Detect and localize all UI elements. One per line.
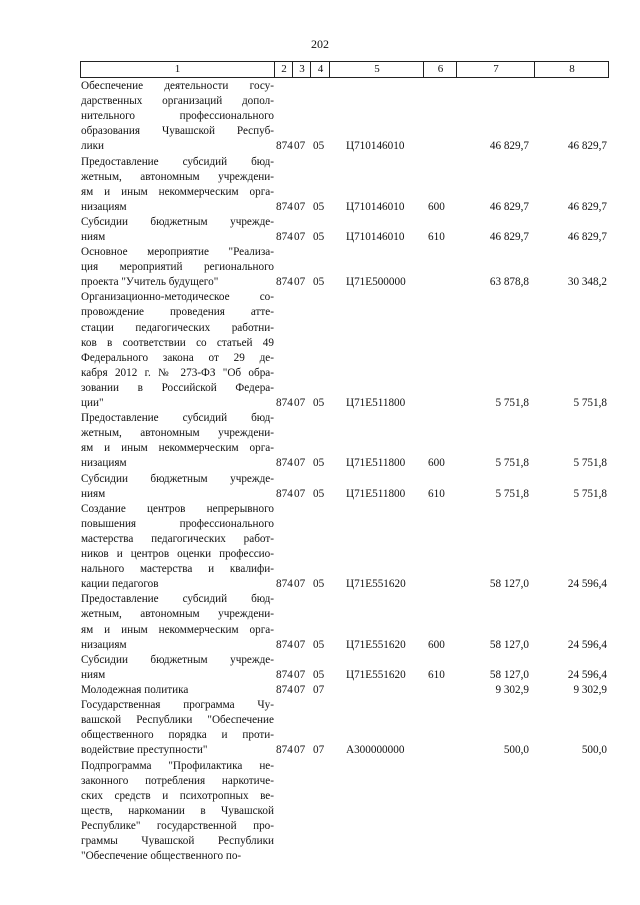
cell-c5: Ц71Е511800 <box>346 397 406 410</box>
description-line: кации педагогов <box>81 578 159 591</box>
cell-c7: 46 829,7 <box>489 200 529 213</box>
description-line: граммы Чувашской Республики <box>81 834 274 847</box>
description-line: Молодежная политика <box>81 684 189 696</box>
description-line: Субсидии бюджетным учрежде- <box>81 215 274 228</box>
header-col-1: 1 <box>174 63 181 75</box>
cell-c8: 30 348,2 <box>567 276 607 289</box>
cell-c2: 874 <box>276 487 293 500</box>
cell-c7: 5 751,8 <box>495 397 529 410</box>
cell-c5: Ц71Е500000 <box>346 276 406 289</box>
cell-c4: 05 <box>313 230 325 243</box>
row-description <box>81 502 274 593</box>
cell-c2: 874 <box>276 457 293 470</box>
cell-c2: 874 <box>276 578 293 591</box>
cell-c4: 07 <box>313 744 325 757</box>
cell-c8: 46 829,7 <box>567 200 607 213</box>
description-line: Субсидии бюджетным учрежде- <box>81 653 274 666</box>
description-line: жетным, автономным учреждени- <box>81 170 274 183</box>
cell-c5: Ц71Е511800 <box>346 487 406 500</box>
description-line: нительного профессионального <box>81 110 274 123</box>
description-line: ских средств и психотропных ве- <box>81 789 274 802</box>
cell-c7: 63 878,8 <box>489 276 529 289</box>
cell-c3: 07 <box>294 276 306 289</box>
cell-c8: 24 596,4 <box>567 668 607 681</box>
cell-c7: 58 127,0 <box>489 638 529 651</box>
description-line: законного потребления наркотиче- <box>81 774 274 787</box>
description-line: Предоставление субсидий бюд- <box>81 155 274 168</box>
cell-c8: 9 302,9 <box>573 684 607 696</box>
description-line: повышения профессионального <box>81 517 274 530</box>
cell-c8: 46 829,7 <box>567 230 607 243</box>
cell-c4: 05 <box>313 578 325 591</box>
description-line: ция мероприятий регионального <box>81 261 274 274</box>
description-line: ков в соответствии со статьей 49 <box>81 336 274 349</box>
cell-c3: 07 <box>294 230 306 243</box>
header-col-7: 7 <box>456 62 535 77</box>
description-line: Федерального закона от 29 де- <box>81 351 274 364</box>
cell-c8: 24 596,4 <box>567 638 607 651</box>
cell-c5: Ц71Е551620 <box>346 578 406 591</box>
description-line: вашской Республики "Обеспечение <box>81 714 274 727</box>
row-description <box>81 79 274 154</box>
cell-c7: 5 751,8 <box>495 487 529 500</box>
header-col-4: 4 <box>310 62 330 77</box>
description-line: ниям <box>81 668 106 681</box>
row-description <box>81 245 274 290</box>
cell-c3: 07 <box>294 684 306 696</box>
cell-c7: 46 829,7 <box>489 230 529 243</box>
cell-c2: 874 <box>276 276 293 289</box>
cell-c8: 46 829,7 <box>567 140 607 153</box>
cell-c7: 5 751,8 <box>495 457 529 470</box>
cell-c5: Ц710146010 <box>346 200 405 213</box>
cell-c7: 58 127,0 <box>489 668 529 681</box>
header-col-5: 5 <box>329 62 424 77</box>
description-line: общественного порядка и проти- <box>81 729 274 742</box>
description-line: ществ, наркомании в Чувашской <box>81 804 274 817</box>
description-line: ям и иным некоммерческим орга- <box>81 442 274 455</box>
description-line: зовании в Российской Федера- <box>81 381 274 394</box>
cell-c8: 24 596,4 <box>567 578 607 591</box>
cell-c3: 07 <box>294 638 306 651</box>
cell-c7: 58 127,0 <box>489 578 529 591</box>
cell-c3: 07 <box>294 744 306 757</box>
cell-c3: 07 <box>294 140 306 153</box>
description-line: Предоставление субсидий бюд- <box>81 593 274 606</box>
table-header <box>80 61 609 78</box>
cell-c4: 05 <box>313 200 325 213</box>
cell-c4: 07 <box>313 684 325 696</box>
description-line: водействие преступности" <box>81 744 208 757</box>
description-line: стации педагогических работни- <box>81 321 274 334</box>
description-line: низациям <box>81 638 127 651</box>
cell-c6: 600 <box>428 200 445 213</box>
cell-c4: 05 <box>313 457 325 470</box>
header-col-3: 3 <box>292 62 311 77</box>
cell-c8: 5 751,8 <box>573 397 607 410</box>
cell-c6: 610 <box>428 230 445 243</box>
cell-c5: Ц71Е551620 <box>346 668 406 681</box>
description-line: Субсидии бюджетным учрежде- <box>81 472 274 485</box>
cell-c5: А300000000 <box>346 744 405 757</box>
cell-c3: 07 <box>294 397 306 410</box>
description-line: проекта "Учитель будущего" <box>81 276 219 289</box>
cell-c3: 07 <box>294 578 306 591</box>
description-line: ям и иным некоммерческим орга- <box>81 185 274 198</box>
description-line: мастерства педагогических работ- <box>81 532 274 545</box>
description-line: жетным, автономным учреждени- <box>81 427 274 440</box>
description-line: ции" <box>81 397 104 410</box>
description-line: дарственных организаций допол- <box>81 95 274 108</box>
cell-c7: 46 829,7 <box>489 140 529 153</box>
description-line: ниям <box>81 487 106 500</box>
description-line: Организационно-методическое со- <box>81 291 274 304</box>
row-description <box>81 472 274 502</box>
description-line: кабря 2012 г. № 273-ФЗ "Об обра- <box>81 366 274 379</box>
cell-c3: 07 <box>294 200 306 213</box>
row-description <box>81 759 274 865</box>
description-line: Обеспечение деятельности госу- <box>81 80 274 92</box>
cell-c5: Ц71Е511800 <box>346 457 406 470</box>
header-col-2: 2 <box>274 62 293 77</box>
cell-c8: 5 751,8 <box>573 487 607 500</box>
cell-c5: Ц710146010 <box>346 140 405 153</box>
description-line: образования Чувашской Респуб- <box>81 125 274 138</box>
cell-c7: 500,0 <box>503 744 529 757</box>
description-line: Подпрограмма "Профилактика не- <box>81 759 274 772</box>
cell-c6: 610 <box>428 668 445 681</box>
cell-c4: 05 <box>313 140 325 153</box>
cell-c6: 610 <box>428 487 445 500</box>
row-description <box>81 683 274 698</box>
description-line: низациям <box>81 457 127 470</box>
cell-c4: 05 <box>313 276 325 289</box>
cell-c2: 874 <box>276 684 293 696</box>
cell-c8: 500,0 <box>581 744 607 757</box>
cell-c4: 05 <box>313 638 325 651</box>
row-description <box>81 592 274 652</box>
cell-c2: 874 <box>276 744 293 757</box>
header-col-6: 6 <box>423 62 457 77</box>
row-description <box>81 290 274 411</box>
description-line: Основное мероприятие "Реализа- <box>81 246 274 259</box>
cell-c5: Ц71Е551620 <box>346 638 406 651</box>
row-description <box>81 215 274 245</box>
cell-c4: 05 <box>313 397 325 410</box>
cell-c4: 05 <box>313 668 325 681</box>
page-number: 202 <box>311 37 329 51</box>
row-description <box>81 155 274 215</box>
cell-c2: 874 <box>276 638 293 651</box>
description-line: "Обеспечение общественного по- <box>81 850 242 863</box>
cell-c2: 874 <box>276 230 293 243</box>
row-description <box>81 653 274 683</box>
row-description <box>81 411 274 471</box>
cell-c6: 600 <box>428 457 445 470</box>
cell-c8: 5 751,8 <box>573 457 607 470</box>
cell-c6: 600 <box>428 638 445 651</box>
description-line: низациям <box>81 200 127 213</box>
description-line: жетным, автономным учреждени- <box>81 608 274 621</box>
description-line: Государственная программа Чу- <box>81 699 274 712</box>
cell-c3: 07 <box>294 487 306 500</box>
cell-c7: 9 302,9 <box>495 684 529 696</box>
cell-c2: 874 <box>276 397 293 410</box>
description-line: ниям <box>81 230 106 243</box>
description-line: Создание центров непрерывного <box>81 502 274 515</box>
description-line: нального мастерства и квалифи- <box>81 563 274 576</box>
cell-c2: 874 <box>276 668 293 681</box>
header-col-8: 8 <box>534 62 609 77</box>
description-line: Предоставление субсидий бюд- <box>81 412 274 425</box>
cell-c3: 07 <box>294 668 306 681</box>
cell-c3: 07 <box>294 457 306 470</box>
cell-c2: 874 <box>276 200 293 213</box>
description-line: ников и центров оценки профессио- <box>81 548 274 561</box>
description-line: провождение проведения атте- <box>81 306 274 319</box>
cell-c4: 05 <box>313 487 325 500</box>
description-line: лики <box>81 140 104 153</box>
description-line: Республике" государственной про- <box>81 819 274 832</box>
cell-c2: 874 <box>276 140 293 153</box>
row-description <box>81 698 274 758</box>
cell-c5: Ц710146010 <box>346 230 405 243</box>
description-line: ям и иным некоммерческим орга- <box>81 623 274 636</box>
